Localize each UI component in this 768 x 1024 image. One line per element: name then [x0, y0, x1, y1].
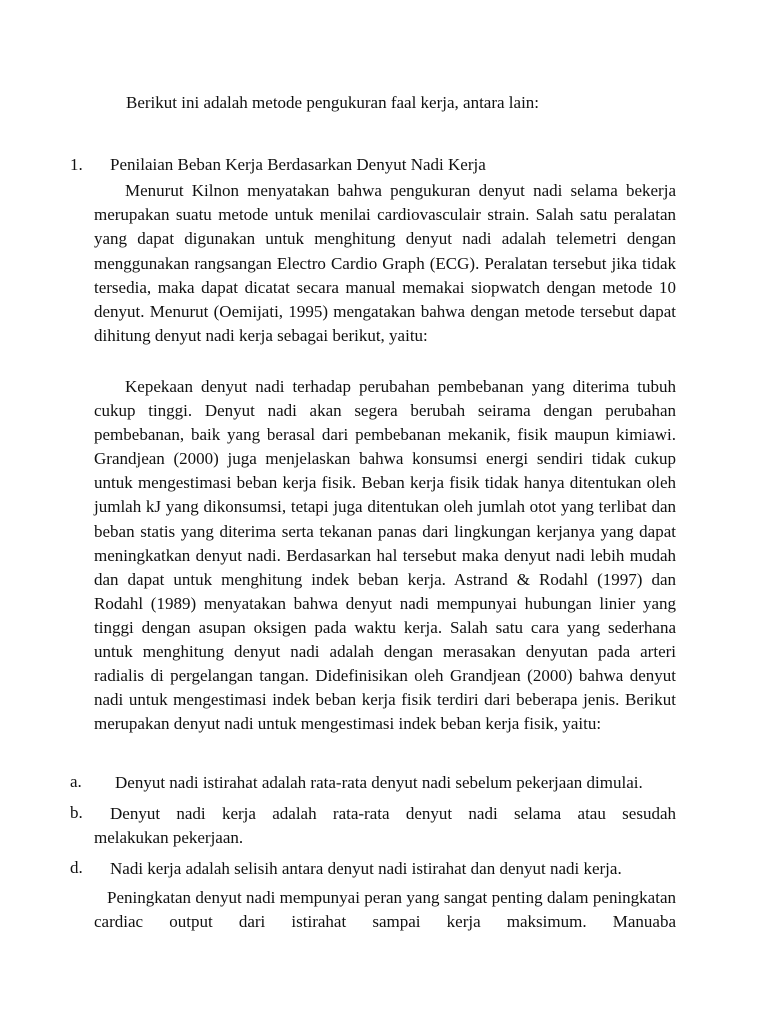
list-item-text: Denyut nadi istirahat adalah rata-rata denyut nadi sebelum pekerjaan dimulai.	[115, 773, 643, 792]
list-marker: d.	[70, 858, 83, 877]
section-number: 1.	[70, 155, 83, 174]
list-item-continuation: melakukan pekerjaan.	[94, 828, 244, 847]
list-marker: b.	[70, 803, 83, 822]
list-item-text: Denyut nadi kerja adalah rata-rata denyut nadi selama atau sesudah	[110, 804, 676, 823]
section-title: Penilaian Beban Kerja Berdasarkan Denyut Nadi Kerja	[110, 155, 486, 174]
paragraph-2: Kepekaan denyut nadi terhadap perubahan pembebanan yang diterima tubuh cukup tinggi. Denyut nadi akan segera berubah seirama dengan perubahan pembebanan, baik yang berasal dari pembebanan mekanik, fisik maupun kimiawi. Grandjean (2000) juga menjelaskan bahwa konsumsi energi sendiri tidak cukup untuk mengestimasi beban kerja fisik. Beban kerja fisik tidak hanya ditentukan oleh jumlah kJ yang dikonsumsi, tetapi juga ditentukan oleh jumlah otot yang terlibat dan beban statis yang diterima serta tekanan panas dari lingkungan kerjanya yang dapat meningkatkan denyut nadi. Berdasarkan hal tersebut maka denyut nadi lebih mudah dan dapat untuk menghitung indek beban kerja. Astrand & Rodahl (1997) dan Rodahl (1989) menyatakan bahwa denyut nadi mempunyai hubungan linier yang tinggi dengan asupan oksigen pada waktu kerja. Salah satu cara yang sederhana untuk menghitung denyut nadi adalah dengan merasakan denyutan pada arteri radialis di pergelangan tangan. Didefinisikan oleh Grandjean (2000) bahwa denyut nadi untuk mengestimasi indek beban kerja fisik terdiri dari beberapa jenis. Berikut merupakan denyut nadi untuk mengestimasi indek beban kerja fisik, yaitu:	[94, 377, 676, 734]
list-item-text: Nadi kerja adalah selisih antara denyut nadi istirahat dan denyut nadi kerja.	[110, 859, 622, 878]
paragraph-1: Menurut Kilnon menyatakan bahwa pengukuran denyut nadi selama bekerja merupakan suatu metode untuk menilai cardiovasculair strain. Salah satu peralatan yang dapat digunakan untuk menghitung denyut nadi adalah telemetri dengan menggunakan rangsangan Electro Cardio Graph (ECG). Peralatan tersebut jika tidak tersedia, maka dapat dicatat secara manual memakai siopwatch dengan metode 10 denyut. Menurut (Oemijati, 1995) mengatakan bahwa dengan metode tersebut dapat dihitung denyut nadi kerja sebagai berikut, yaitu:	[94, 181, 676, 346]
paragraph-3: Peningkatan denyut nadi mempunyai peran yang sangat penting dalam peningkatan cardiac output dari istirahat sampai kerja maksimum. Manuaba	[94, 888, 676, 932]
list-marker: a.	[70, 772, 82, 791]
intro-text: Berikut ini adalah metode pengukuran faal kerja, antara lain:	[126, 93, 540, 112]
